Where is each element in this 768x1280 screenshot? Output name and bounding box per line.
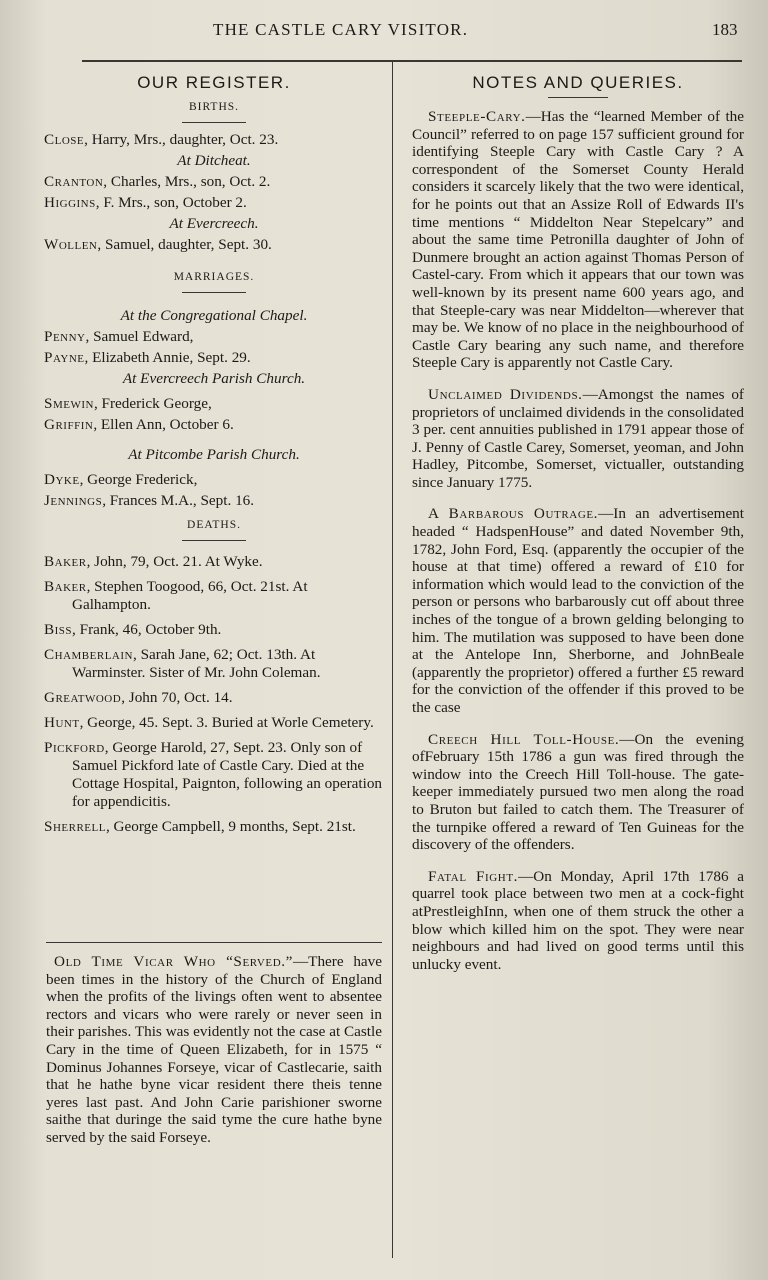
vicar-article-rule <box>46 942 382 943</box>
birth-entry: Wollen, Samuel, daughter, Sept. 30. <box>44 236 272 253</box>
death-entry: Sherrell, George Campbell, 9 months, Sept. 21st. <box>44 818 356 835</box>
note-fatal-fight: Fatal Fight.—On Monday, April 17th 1786 a quarrel took place between two men at a cock-fight atPrestleighInn, when one of them struck the other a blow which killed him on the spot. They were near neighbours and had lived on good terms until this unlucky event. <box>412 867 745 973</box>
death-entry: Hunt, George, 45. Sept. 3. Buried at Worle Cemetery. <box>44 714 374 731</box>
note-steeple-cary: Steeple-Cary.—Has the “learned Member of the Council” referred to on page 157 sufficient ground for identifying Steeple Cary with Castle Cary ? A correspondent of the Somerset County Herald considers it scarcely likely that the two were identical, for he points out that an Assize Roll of Edwards II's time mentions “ Middelton Near Stepelcary” and about the same time Petronilla daughter of John of Dunmere brought an action against Thomas Person of Castel-cary. From which it appears that our town was well-known by its present name 600 years ago, and that Steeple-cary was near Middelton—wherever that may be. We know of no place in the neighbourhood of Castle Cary bearing any such name, and therefore Steeple Cary is apparently not Castle Cary. <box>412 108 744 372</box>
death-entry: Pickford, George Harold, 27, Sept. 23. Only son of Samuel Pickford late of Castle Cary. Died at the Cottage Hospital, Paignton, following an operation for appendicitis. <box>44 739 383 810</box>
birth-place: At Ditcheat. <box>177 152 251 169</box>
note-barbarous-outrage: A Barbarous Outrage.—In an advertisement headed “ HadspenHouse” and dated November 9th, 1782, John Ford, Esq. (apparently the occupier of the house at that time) offered a reward of £10 for information which would lead to the conviction of the person or persons who barbarously cut off about three inches of the tongue of a brown gelding belonging to him. The mutilation was supposed to have been done at the Antelope Inn, Sherborne, and JohnBeale (apparently the proprietor) offered a further £5 reward for the conviction of the offender if this proved to be the case <box>412 505 744 716</box>
running-title: THE CASTLE CARY VISITOR. <box>213 20 469 39</box>
register-column <box>44 70 384 839</box>
marriage-entry: Penny, Samuel Edward, <box>44 328 194 345</box>
marriages-rule <box>182 292 246 293</box>
marriage-entry: Smewin, Frederick George, <box>44 395 212 412</box>
death-entry: Baker, John, 79, Oct. 21. At Wyke. <box>44 553 263 570</box>
marriage-place: At the Congregational Chapel. <box>120 307 308 324</box>
page-number: 183 <box>712 20 738 39</box>
birth-place: At Evercreech. <box>169 215 259 232</box>
births-heading: BIRTHS. <box>188 101 240 113</box>
birth-entry: Close, Harry, Mrs., daughter, Oct. 23. <box>44 131 279 148</box>
vicar-article-lead: Old Time Vicar Who “Served.” <box>54 953 293 970</box>
births-rule <box>182 122 246 123</box>
notes-column <box>412 70 744 987</box>
death-entry: Baker, Stephen Toogood, 66, Oct. 21st. At Galhampton. <box>44 578 308 613</box>
column-divider <box>392 62 393 1258</box>
marriage-entry: Dyke, George Frederick, <box>44 471 198 488</box>
marriage-entry: Griffin, Ellen Ann, October 6. <box>44 416 234 433</box>
birth-entry: Cranton, Charles, Mrs., son, Oct. 2. <box>44 173 271 190</box>
births-list <box>44 131 384 254</box>
header-rule <box>82 60 742 62</box>
death-entry: Chamberlain, Sarah Jane, 62; Oct. 13th. At Warminster. Sister of Mr. John Coleman. <box>44 646 321 681</box>
notes-title-rule <box>548 97 608 98</box>
notes-title: NOTES AND QUERIES. <box>472 73 684 92</box>
birth-entry: Higgins, F. Mrs., son, October 2. <box>44 194 247 211</box>
note-creech-hill: Creech Hill Toll-House.—On the evening ofFebruary 15th 1786 a gun was fired through the window into the Creech Hill Toll-house. The gate-keeper immediately pursued two men along the road to Bruton but failed to catch them. The Treasurer of the turnpike offered a reward of Ten Guineas for the discovery of the offenders. <box>412 730 744 854</box>
deaths-heading: DEATHS. <box>187 519 241 531</box>
marriage-place: At Pitcombe Parish Church. <box>128 446 300 463</box>
register-title: OUR REGISTER. <box>137 73 291 92</box>
vicar-article-body: —There have been times in the history of the Church of England when the profits of the livings often went to absentee rectors and vicars who were rarely or never seen in their parishes. This was evidently not the case at Castle Cary in the time of Queen Elizabeth, for in 1575 “ Dominus Johannes Forseye, vicar of Castlecarie, saith that he hathe byne vicar resident there theis tenne yeres last past. And John Carie parishioner sworne saithe that duringe the said tyme the cure hathe byne served by the said Forseye. <box>46 953 382 1146</box>
marriage-entry: Jennings, Frances M.A., Sept. 16. <box>44 492 255 509</box>
death-entry: Greatwood, John 70, Oct. 14. <box>44 689 233 706</box>
note-unclaimed-dividends: Unclaimed Dividends.—Amongst the names of proprietors of unclaimed dividends in the consolidated 3 per. cent annuities published in 1791 appear those of J. Penny of Castle Carey, Somerset, yeoman, and John Hadley, Pitcombe, Somerset, victualler, outstanding since January 1775. <box>412 385 744 491</box>
deaths-rule <box>182 540 246 541</box>
running-head <box>0 20 768 46</box>
vicar-article-block <box>46 950 382 1161</box>
marriages-heading: MARRIAGES. <box>173 271 255 283</box>
vicar-article <box>46 953 382 1147</box>
marriage-place: At Evercreech Parish Church. <box>122 370 306 387</box>
death-entry: Biss, Frank, 46, October 9th. <box>44 621 222 638</box>
marriage-entry: Payne, Elizabeth Annie, Sept. 29. <box>44 349 251 366</box>
